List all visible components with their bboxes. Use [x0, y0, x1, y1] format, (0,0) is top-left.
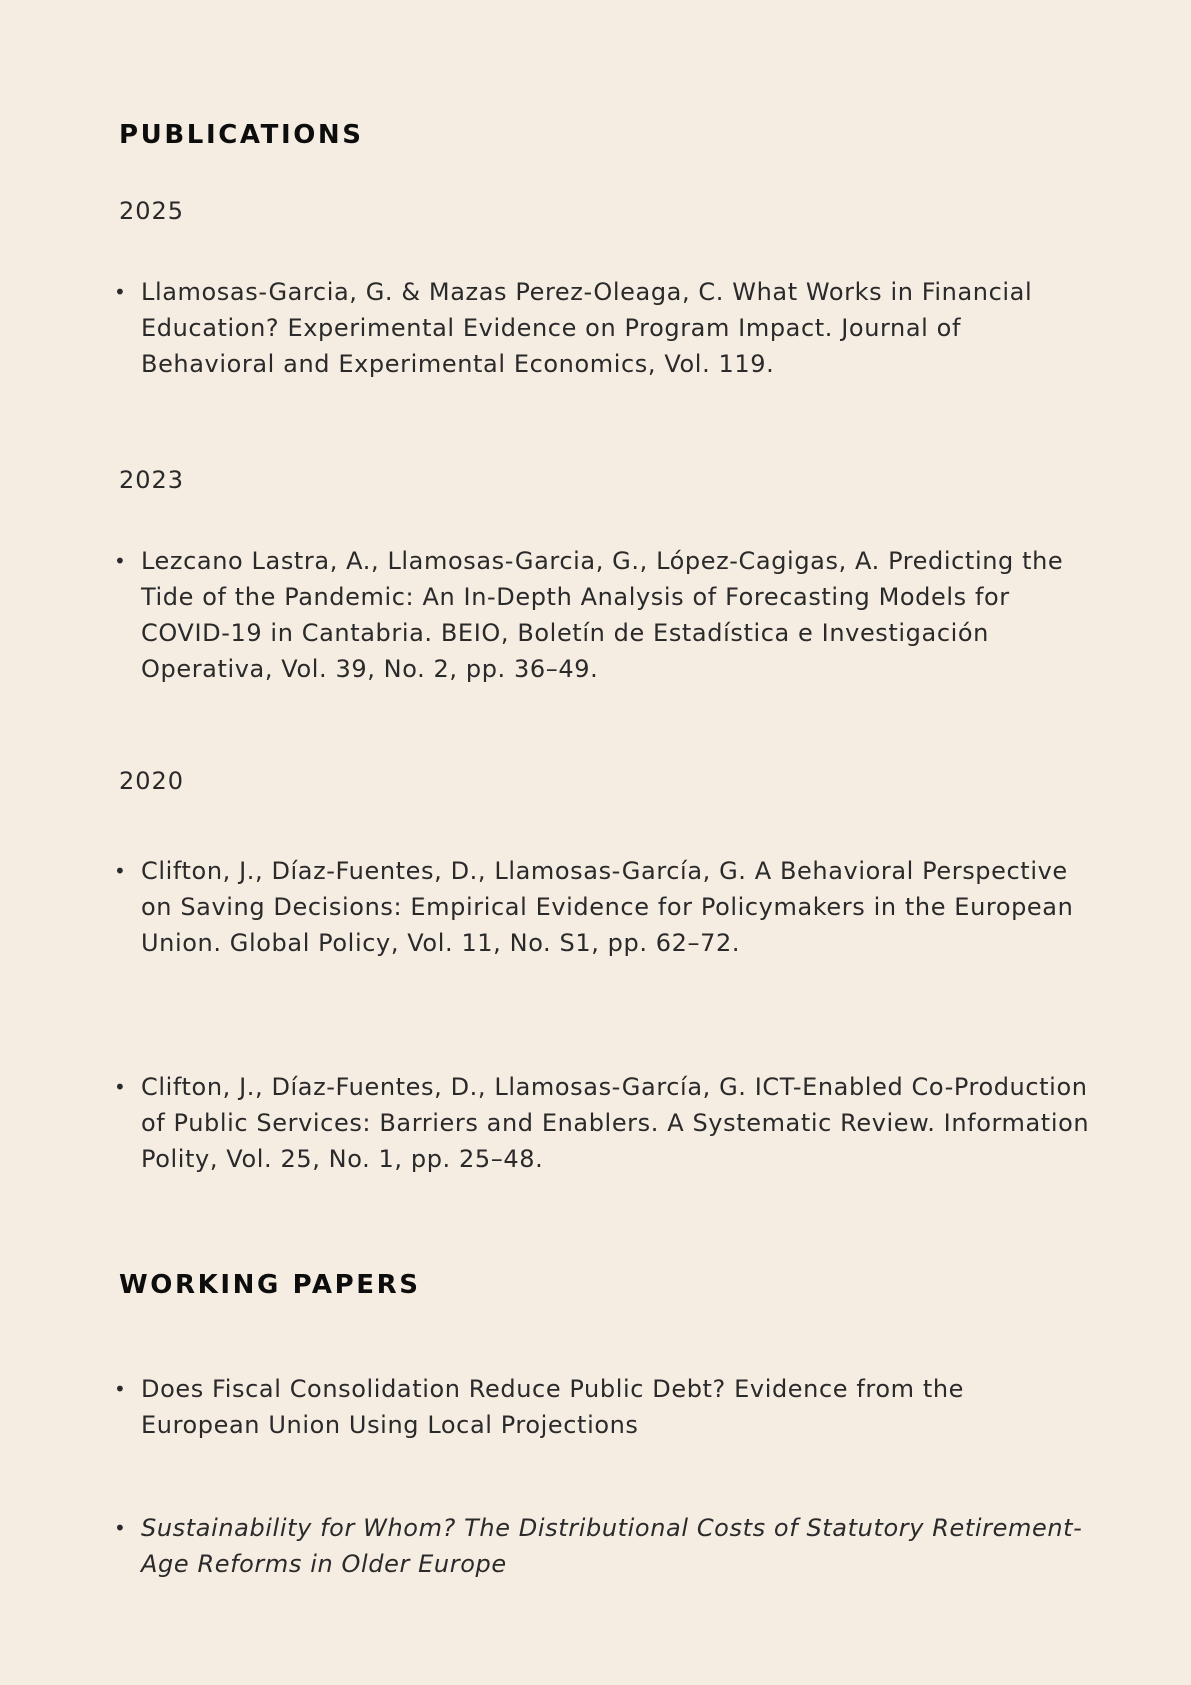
publication-entry — [114, 543, 1091, 687]
working-paper-title: Does Fiscal Consolidation Reduce Public Debt? Evidence from the European Union Using Local Projections — [141, 1375, 965, 1439]
bullet-icon: • — [114, 549, 127, 573]
bullet-icon: • — [114, 859, 127, 883]
bullet-icon: • — [114, 280, 127, 304]
bullet-icon: • — [114, 1075, 127, 1099]
publication-entry — [114, 274, 1091, 382]
working-paper-entry — [114, 1510, 1091, 1582]
publication-entry — [114, 853, 1091, 961]
year-label: 2023 — [119, 466, 185, 494]
year-label: 2020 — [119, 767, 185, 795]
bullet-icon: • — [114, 1516, 127, 1540]
year-label: 2025 — [119, 197, 185, 225]
publication-citation: Clifton, J., Díaz-Fuentes, D., Llamosas-García, G. ICT-Enabled Co-Production of Public Services: Barriers and Enablers. A Systematic Review. Information Polity, Vol. 25, No. 1, pp. 25–48. — [141, 1073, 1090, 1173]
working-paper-entry — [114, 1371, 1091, 1443]
publication-citation: Llamosas-Garcia, G. & Mazas Perez-Oleaga, C. What Works in Financial Education? Experimental Evidence on Program Impact. Journal of Behavioral and Experimental Economics, Vol. 119. — [141, 278, 1033, 378]
publication-citation: Lezcano Lastra, A., Llamosas-Garcia, G., López-Cagigas, A. Predicting the Tide of the Pandemic: An In-Depth Analysis of Forecasting Models for COVID-19 in Cantabria. BEIO, Boletín de Estadística e Investigación Operativa, Vol. 39, No. 2, pp. 36–49. — [141, 547, 1064, 683]
publication-entry — [114, 1069, 1091, 1177]
bullet-icon: • — [114, 1377, 127, 1401]
publication-citation: Clifton, J., Díaz-Fuentes, D., Llamosas-García, G. A Behavioral Perspective on Saving Decisions: Empirical Evidence for Policymakers in the European Union. Global Policy, Vol. 11, No. S1, pp. 62–72. — [141, 857, 1074, 957]
working-paper-title: Sustainability for Whom? The Distributional Costs of Statutory Retirement-Age Reforms in Older Europe — [141, 1514, 1083, 1578]
working-papers-heading: WORKING PAPERS — [119, 1270, 421, 1300]
publications-heading: PUBLICATIONS — [119, 120, 364, 150]
